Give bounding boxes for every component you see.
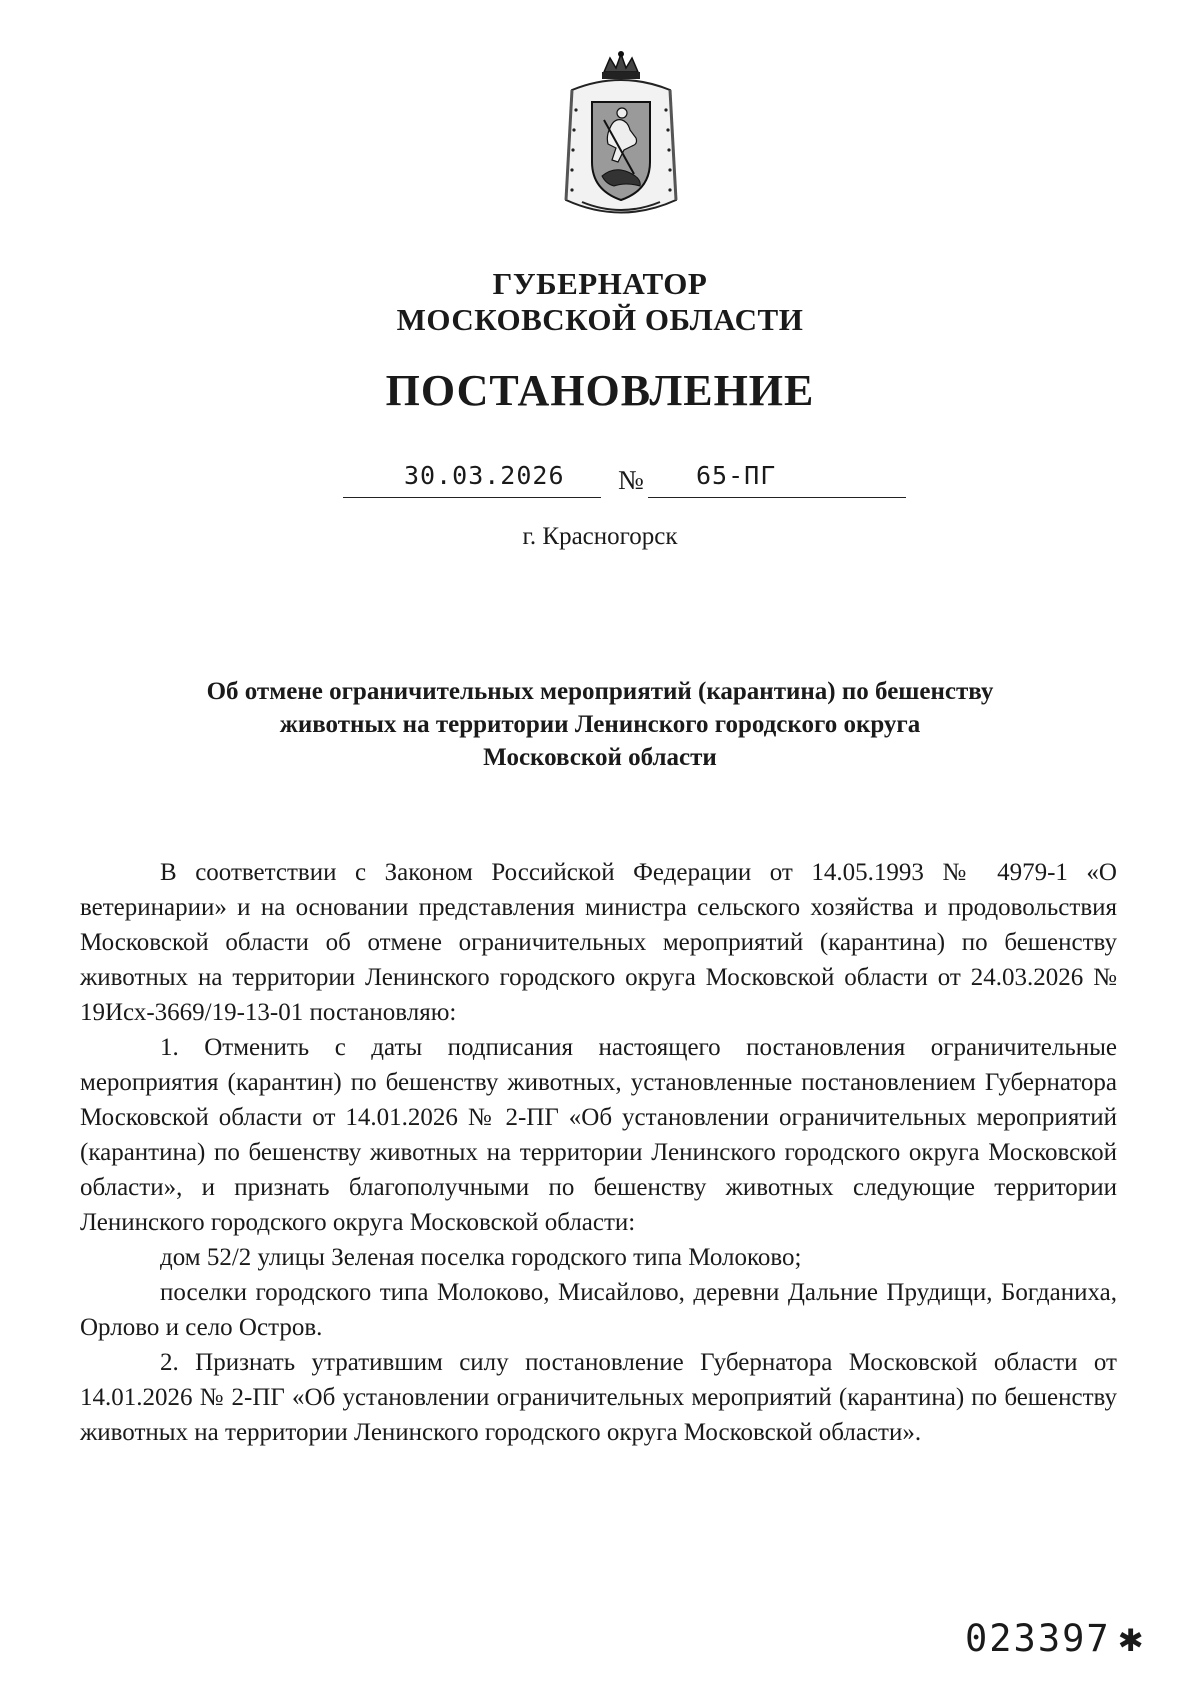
document-title	[100, 675, 1100, 774]
authority-title-line1: ГУБЕРНАТОР	[492, 266, 708, 301]
asterisk-icon: ✱	[1118, 1615, 1145, 1661]
title-line: Об отмене ограничительных мероприятий (карантина) по бешенству	[206, 678, 994, 705]
document-body	[80, 855, 1117, 1450]
document-city: г. Красногорск	[522, 523, 678, 550]
document-number: 65-ПГ	[696, 461, 777, 490]
coat-of-arms-icon	[552, 50, 690, 225]
number-sign: №	[618, 465, 644, 495]
body-paragraph: поселки городского типа Молоково, Мисайлово, деревни Дальние Прудищи, Богданиха, Орлово и село Остров.	[80, 1279, 1117, 1341]
title-line: Московской области	[483, 744, 717, 771]
body-paragraph: 1. Отменить с даты подписания настоящего постановления ограничительные мероприятия (карантин) по бешенству животных, установленные постановлением Губернатора Московской области от 14.01.2026 № 2-ПГ «Об установлении ограничительных мероприятий (карантина) по бешенству животных на территории Ленинского городского округа Московской области», и признать благополучными по бешенству животных следующие территории Ленинского городского округа Московской области:	[80, 1034, 1117, 1236]
body-paragraph: 2. Признать утратившим силу постановление Губернатора Московской области от 14.01.2026 № 2-ПГ «Об установлении ограничительных мероприятий (карантина) по бешенству животных на территории Ленинского городского округа Московской области».	[80, 1349, 1117, 1446]
registration-number-value: 023397	[965, 1617, 1111, 1660]
document-type: ПОСТАНОВЛЕНИЕ	[385, 366, 815, 415]
number-underline	[648, 497, 906, 498]
title-line: животных на территории Ленинского городского округа	[279, 711, 921, 738]
document-date: 30.03.2026	[404, 461, 565, 490]
body-paragraph: В соответствии с Законом Российской Федерации от 14.05.1993 № 4979-1 «О ветеринарии» и на основании представления министра сельского хозяйства и продовольствия Московской области об отмене ограничительных мероприятий (карантина) по бешенству животных на территории Ленинского городского округа Московской области от 24.03.2026 № 19Исх-3669/19-13-01 постановляю:	[80, 859, 1117, 1026]
body-paragraph: дом 52/2 улицы Зеленая поселка городского типа Молоково;	[160, 1244, 802, 1271]
date-underline	[343, 497, 601, 498]
authority-title-line2: МОСКОВСКОЙ ОБЛАСТИ	[396, 302, 804, 337]
registration-number	[965, 1615, 1145, 1661]
